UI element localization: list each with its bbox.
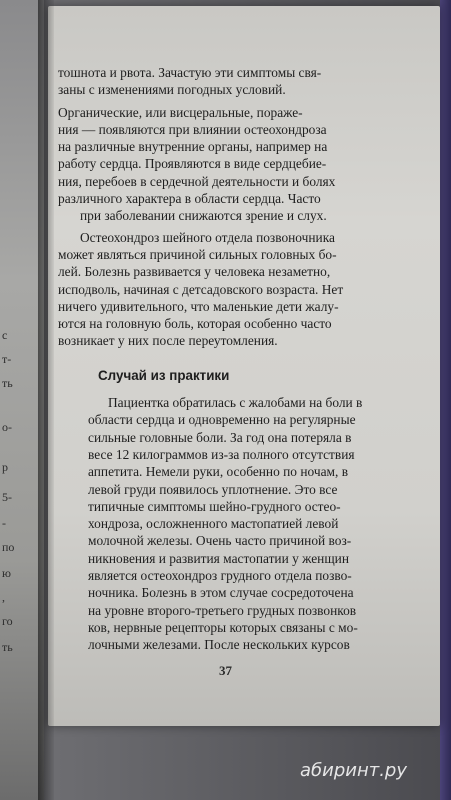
left-fragment: ю [2,566,11,580]
case-paragraph [58,394,398,653]
left-fragment: , [2,590,5,604]
left-fragment: р [2,460,8,474]
text-line: Пациентка обратилась с жалобами на боли в [108,395,363,411]
book-spine-shadow [38,0,54,800]
text-line: заны с изменениями погодных условий. [58,82,286,98]
text-line: ния, перебоев в сердечной деятельности и болях [58,173,336,189]
text-line: может являться причиной сильных головных бо- [58,246,337,262]
paragraph-1 [58,64,398,99]
text-line: возникает у них после переутомления. [58,333,278,349]
left-fragment: с [2,328,8,342]
text-line: лей. Болезнь развивается у человека незаметно, [58,264,331,280]
text-line: Остеохондроз шейного отдела позвоночника [80,229,335,245]
bullet-paragraph [58,104,398,225]
text-line: сильные головные боли. За год она потеряла в [88,429,352,445]
text-line: лочными железами. После нескольких курсов [88,637,350,653]
spacer [58,350,398,367]
text-line: левой груди появилось уплотнение. Это все [88,481,338,497]
text-line: весе 12 килограммов из-за полного отсутствия [88,446,355,462]
text-line: исподволь, начиная с детсадовского возраста. Нет [58,281,344,297]
left-fragment: о- [2,420,12,434]
book-right-edge [440,0,451,800]
text-line: молочной железы. Очень часто причиной воз- [88,533,352,549]
text-line: области сердца и одновременно на регулярные [88,412,356,428]
text-line: типичные симптомы шейно-грудного остео- [88,498,341,514]
watermark-logo-text: абиринт.ру [300,760,408,781]
left-fragment: ть [2,640,13,654]
case-heading: Случай из практики [98,367,230,383]
left-fragment: 5- [2,490,12,504]
text-line: аппетита. Немели руки, особенно по ночам, в [88,464,349,480]
text-line: на уровне второго-третьего грудных позвонков [88,602,357,618]
page-text [58,64,398,654]
text-line: ются на головную боль, которая особенно часто [58,316,332,332]
text-line: хондроза, осложненного мастопатией левой [88,516,339,532]
text-line: ничего удивительного, что маленькие дети жалу- [58,298,339,314]
left-fragment: т- [2,352,12,366]
text-line: тошнота и рвота. Зачастую эти симптомы свя- [58,65,322,80]
text-line: различного характера в области сердца. Часто [58,191,321,207]
left-fragment: ть [2,376,13,390]
text-line: • Органические, или висцеральные, пораже- [58,104,398,121]
text-line: ния — появляются при влиянии остеохондроза [58,121,327,137]
left-fragment: го [2,614,13,628]
left-fragment: по [2,540,15,554]
paragraph-3 [58,229,398,350]
text-line: является остеохондроз грудного отдела позво- [88,568,352,584]
page-number: 37 [219,663,232,678]
text-line: ночника. Болезнь в этом случае сосредоточена [88,585,354,601]
text-line: ков, нервные рецепторы которых связаны с мо- [88,619,358,635]
text-line: при заболевании снижаются зрение и слух. [80,208,327,224]
left-fragment: - [2,516,6,530]
text-line: работу сердца. Проявляются в виде сердцебие- [58,156,327,172]
text-line: на различные внутренние органы, например на [58,139,328,155]
text-line: никновения и развития мастопатии у женщин [88,550,349,566]
